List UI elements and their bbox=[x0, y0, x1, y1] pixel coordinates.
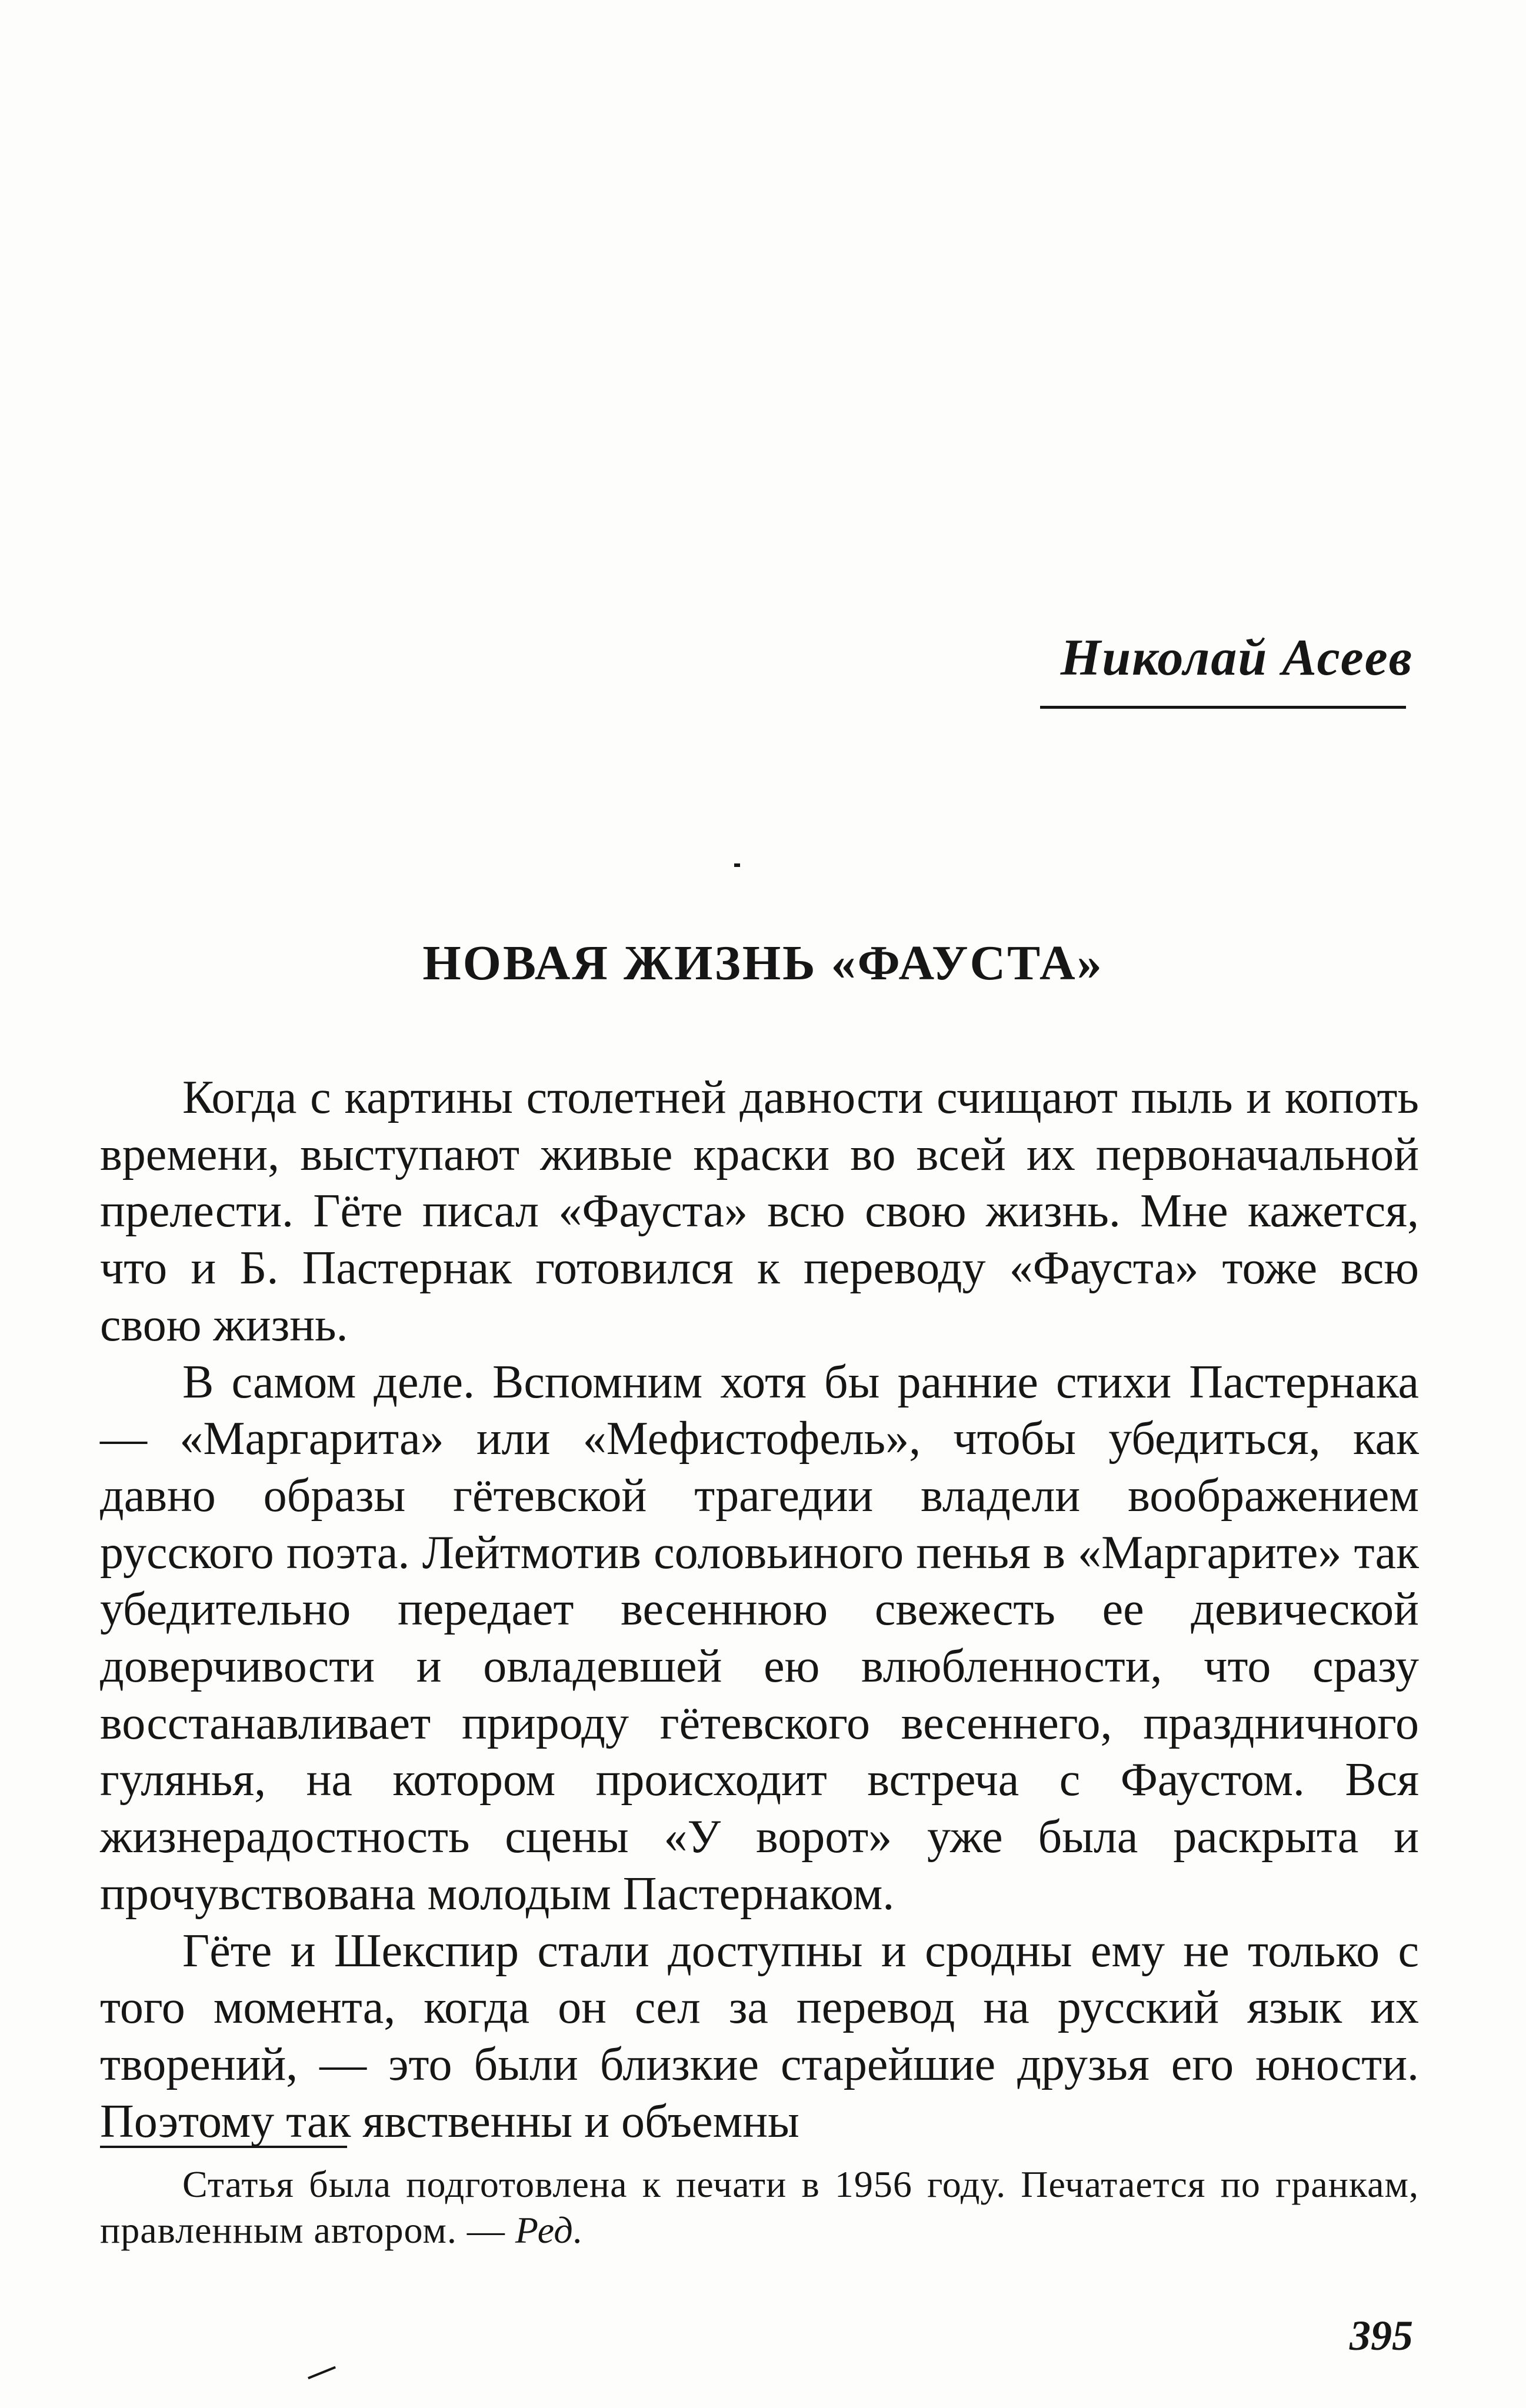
paragraph-1: Когда с картины столетней давности счищают пыль и копоть времени, выступают живые краски во всей их первоначальной прелести. Гёте писал «Фауста» всю свою жизнь. Мне кажется, что и Б. Пастернак готовился к переводу «Фауста» тоже всю свою жизнь. bbox=[100, 1072, 1419, 1351]
page-number: 395 bbox=[1350, 2312, 1413, 2359]
author-underline bbox=[1040, 706, 1406, 709]
print-speck bbox=[734, 863, 740, 867]
footnote-editor: Ред. bbox=[515, 2209, 584, 2251]
paragraph-2: В самом деле. Вспомним хотя бы ранние стихи Пастернака — «Маргарита» или «Мефистофель», чтобы убедиться, как давно образы гётевской трагедии владели воображением русского поэта. Лейтмотив соловьиного пенья в «Маргарите» так убедительно передает весеннюю свежесть ее девической доверчивости и овладевшей ею влюбленности, что сразу восстанавливает природу гётевского весеннего, праздничного гулянья, на котором происходит встреча с Фаустом. Вся жизнерадостность сцены «У ворот» уже была раскрыта и прочувствована молодым Пастернаком. bbox=[100, 1356, 1419, 1920]
footnote bbox=[100, 2162, 1419, 2253]
footnote-paragraph bbox=[100, 2162, 1419, 2253]
article-title: НОВАЯ ЖИЗНЬ «ФАУСТА» bbox=[422, 936, 1104, 991]
paragraph-3: Гёте и Шекспир стали доступны и сродны ему не только с того момента, когда он сел за перевод на русский язык их творений, — это были близкие старейшие друзья его юности. Поэтому так явственны и объемны bbox=[100, 1925, 1419, 2147]
footnote-text: Статья была подготовлена к печати в 1956 году. Печатается по гранкам, правленным автором. — bbox=[100, 2163, 1419, 2251]
footnote-divider bbox=[100, 2146, 347, 2148]
author-name: Николай Асеев bbox=[1060, 629, 1413, 686]
print-mark bbox=[308, 2366, 336, 2379]
article-body bbox=[100, 1069, 1419, 2150]
